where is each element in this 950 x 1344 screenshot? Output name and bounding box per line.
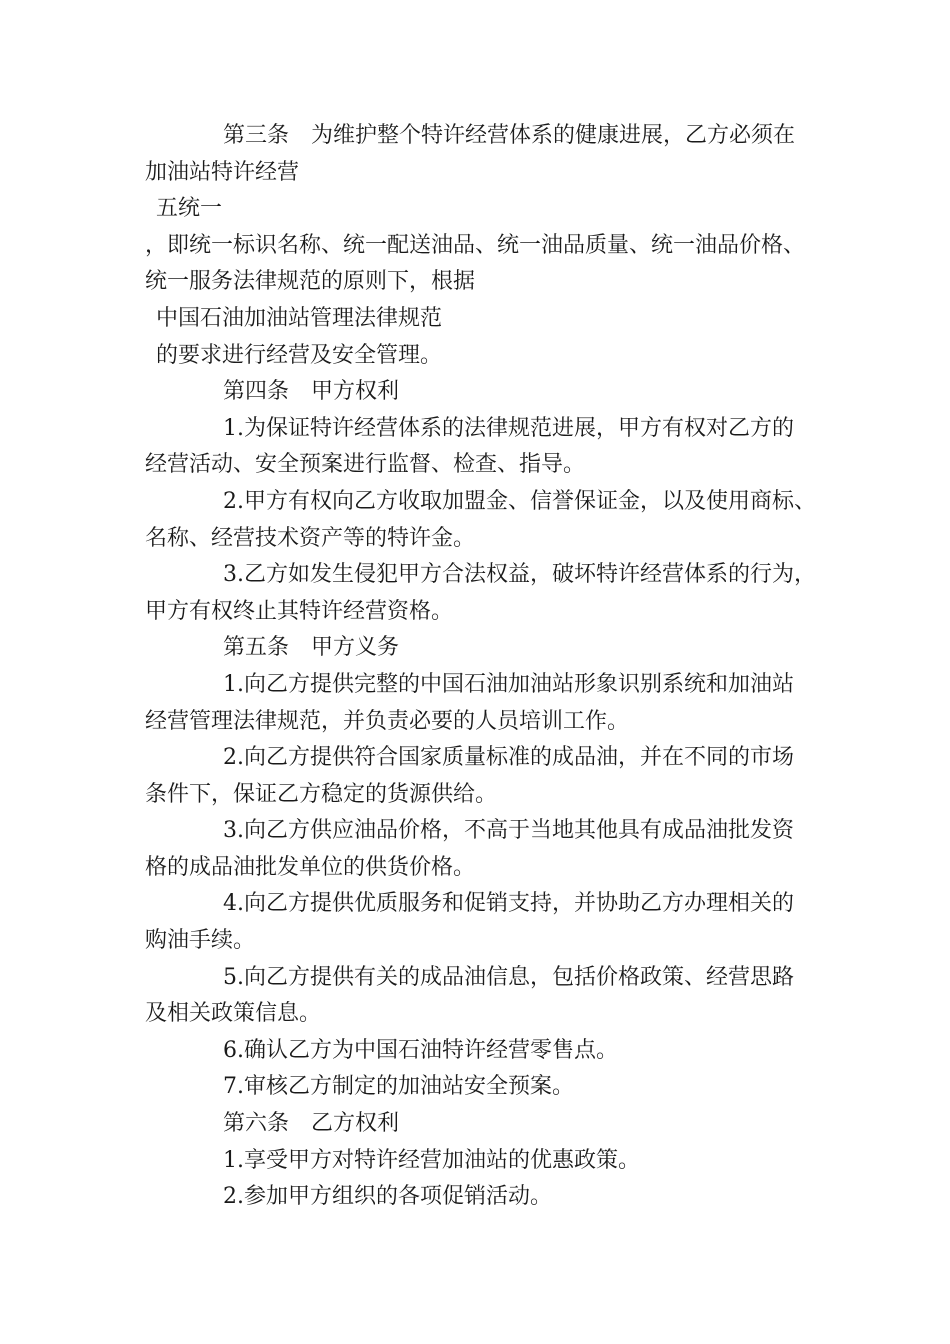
list-item: 5.向乙方提供有关的成品油信息，包括价格政策、经营思路 [223, 964, 794, 990]
list-item: 2.甲方有权向乙方收取加盟金、信誉保证金，以及使用商标、 [223, 488, 816, 514]
list-item: 3.向乙方供应油品价格，不高于当地其他具有成品油批发资 [223, 818, 794, 844]
list-item: 2.向乙方提供符合国家质量标准的成品油，并在不同的市场 [223, 745, 794, 771]
article-5-heading: 第五条 甲方义务 [223, 635, 400, 661]
article-3-heading: 第三条 为维护整个特许经营体系的健康进展，乙方必须在 [223, 123, 796, 148]
body-line: 名称、经营技术资产等的特许金。 [145, 525, 476, 551]
body-line: 甲方有权终止其特许经营资格。 [145, 598, 454, 624]
document-page [145, 118, 825, 1216]
article-6-heading: 第六条 乙方权利 [223, 1111, 400, 1137]
list-item: 4.向乙方提供优质服务和促销支持，并协助乙方办理相关的 [223, 891, 794, 917]
body-line: ，即统一标识名称、统一配送油品、统一油品质量、统一油品价格、 [145, 232, 806, 258]
list-item: 2.参加甲方组织的各项促销活动。 [223, 1184, 552, 1210]
list-item: 6.确认乙方为中国石油特许经营零售点。 [223, 1037, 618, 1063]
list-item: 3.乙方如发生侵犯甲方合法权益，破坏特许经营体系的行为， [223, 562, 816, 588]
list-item: 1.享受甲方对特许经营加油站的优惠政策。 [223, 1147, 640, 1173]
body-line: 的要求进行经营及安全管理。 [156, 342, 443, 368]
body-line: 格的成品油批发单位的供货价格。 [145, 854, 476, 880]
body-line: 加油站特许经营 [145, 159, 300, 185]
list-item: 1.向乙方提供完整的中国石油加油站形象识别系统和加油站 [223, 671, 794, 697]
body-line: 及相关政策信息。 [145, 1001, 322, 1027]
body-line: 条件下，保证乙方稳定的货源供给。 [145, 781, 498, 807]
article-4-heading: 第四条 甲方权利 [223, 379, 400, 405]
body-line: 统一服务法律规范的原则下，根据 [145, 269, 476, 295]
list-item: 1.为保证特许经营体系的法律规范进展，甲方有权对乙方的 [223, 415, 794, 441]
list-item: 7.审核乙方制定的加油站安全预案。 [223, 1074, 574, 1100]
body-line: 五统一 [156, 196, 223, 222]
body-line: 经营活动、安全预案进行监督、检查、指导。 [145, 452, 586, 478]
body-line: 购油手续。 [145, 928, 256, 954]
body-line: 经营管理法律规范，并负责必要的人员培训工作。 [145, 708, 630, 734]
body-line: 中国石油加油站管理法律规范 [156, 305, 443, 331]
